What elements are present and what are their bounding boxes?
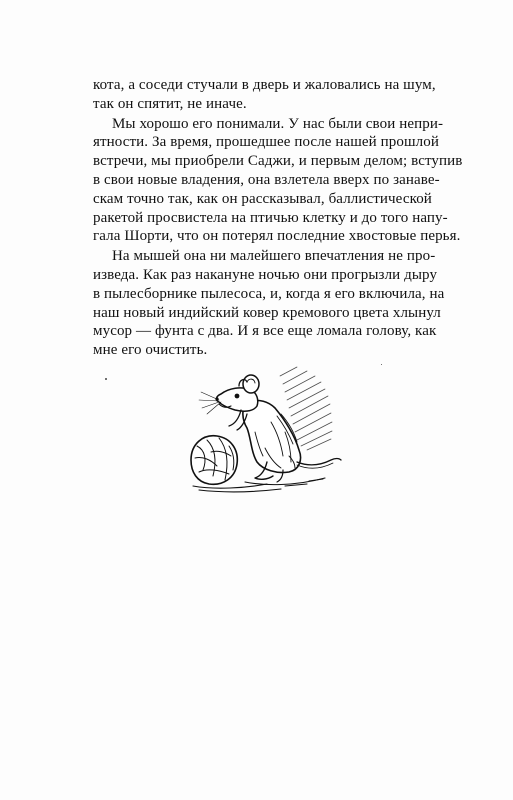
print-speck	[381, 364, 382, 365]
text-line: встречи, мы приобрели Саджи, и первым делом; вступив	[93, 153, 463, 170]
text-line: скам точно так, как он рассказывал, баллистической	[93, 190, 432, 207]
text-line: кота, а соседи стучали в дверь и жаловались на шум,	[93, 77, 436, 93]
text-line: ятности. За время, прошедшее после нашей прошлой	[93, 134, 439, 151]
text-line: На мышей она ни малейшего впечатления не про-	[112, 248, 436, 265]
body-text	[93, 76, 463, 361]
text-line: мусор — фунта с два. И я все еще ломала голову, как	[93, 323, 437, 340]
text-line: в свои новые владения, она взлетела вверх по занаве-	[93, 171, 440, 188]
text-line: Мы хорошо его понимали. У нас были свои непри-	[112, 115, 444, 132]
text-line: гала Шорти, что он потерял последние хвостовые перья.	[93, 228, 461, 245]
text-line: в пылесборнике пылесоса, и, когда я его включила, на	[93, 285, 445, 302]
print-speck	[105, 378, 107, 380]
text-line: так он спятит, не иначе.	[93, 95, 247, 112]
paragraph-1	[93, 76, 436, 114]
mouse-with-walnut-illustration	[185, 362, 345, 494]
paragraph-3	[93, 247, 445, 360]
text-line: ракетой просвистела на птичью клетку и до того напу-	[93, 209, 448, 226]
text-line: наш новый индийский ковер кремового цвета хлынул	[93, 304, 441, 321]
text-line: изведа. Как раз накануне ночью они прогрызли дыру	[93, 266, 438, 283]
text-line: мне его очистить.	[93, 342, 208, 359]
paragraph-2	[93, 115, 463, 247]
